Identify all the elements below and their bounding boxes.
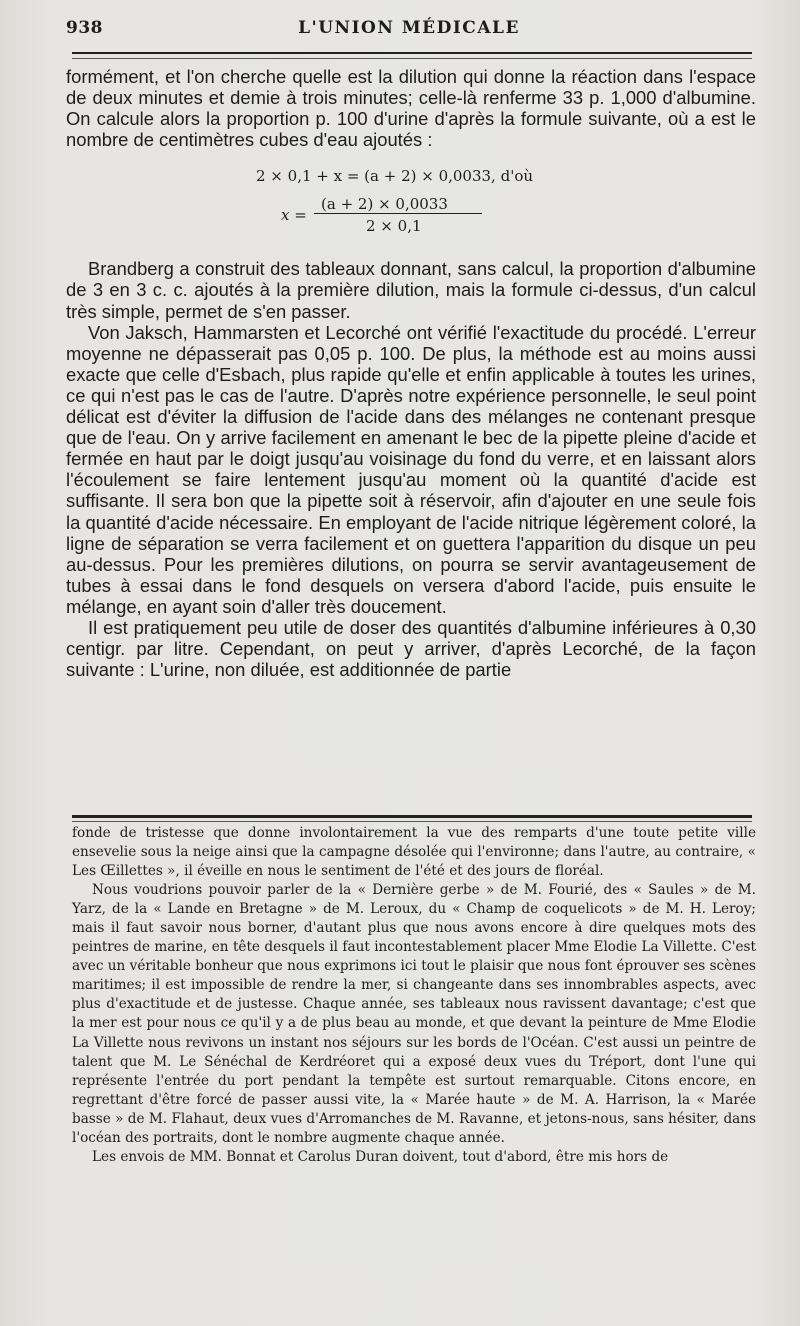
header-rule bbox=[72, 52, 752, 54]
formula-numerator: (a + 2) × 0,0033 bbox=[321, 195, 448, 214]
fraction-bar bbox=[314, 213, 482, 214]
feuilleton-paragraph-1: fonde de tristesse que donne involontairement la vue des remparts d'une toute petite ville ensevelie sous la neige ainsi que la campagne désolée qui l'environne; dans l'autre, au contraire, « Les Œillettes », il éveille en nous le sentiment de l'été et des jours de floréal. bbox=[72, 825, 756, 880]
main-text bbox=[66, 66, 756, 680]
formula-denominator: 2 × 0,1 bbox=[366, 217, 422, 236]
footnote-rule-thin bbox=[72, 821, 752, 822]
feuilleton-paragraph-3: Les envois de MM. Bonnat et Carolus Duran doivent, tout d'abord, être mis hors de bbox=[92, 1148, 669, 1165]
page-header bbox=[66, 18, 752, 44]
running-title: L'UNION MÉDICALE bbox=[298, 18, 520, 38]
feuilleton-text bbox=[72, 824, 756, 1167]
paragraph-lecorche: Il est pratiquement peu utile de doser des quantités d'albumine inférieures à 0,30 centigr. par litre. Cependant, on peut y arriver, d'après Lecorché, de la façon suivante : L'urine, non diluée, est additionnée de partie bbox=[66, 616, 756, 681]
paragraph-brandberg: Brandberg a construit des tableaux donnant, sans calcul, la proportion d'albumine de 3 en 3 c. c. ajoutés à la première dilution, mais la formule ci-dessus, d'un calcul très simple, permet de s'en passer. bbox=[66, 258, 756, 322]
page-number: 938 bbox=[66, 18, 103, 38]
feuilleton-paragraph-2: Nous voudrions pouvoir parler de la « Dernière gerbe » de M. Fourié, des « Saules » de M. Yarz, de la « Lande en Bretagne » de M. Leroux, du « Champ de coquelicots » de M. H. Leroy; mais il faut savoir nous borner, d'autant plus que nous avons encore à dire quelques mots des peintres de marine, en tête desquels il faut incontestablement placer Mme Elodie La Villette. C'est avec un véritable bonheur que nous exprimons ici tout le plaisir que nous font éprouver ses scènes maritimes; il est impossible de rendre la mer, si changeante dans ses innombrables aspects, avec plus d'exactitude et de justesse. Chaque année, ses tableaux nous ravissent davantage; c'est que la mer est pour nous ce qu'il y a de plus beau au monde, et que devant la peinture de Mme Elodie La Villette nous revivons un instant nos séjours sur les bords de l'Océan. C'est aussi un peintre de talent que M. Le Sénéchal de Kerdréoret qui a exposé deux vues du Tréport, dont l'une qui représente l'entrée du port pendant la tempête est surtout remarquable. Citons encore, en regrettant d'être forcé de passer aussi vite, la « Marée haute » de M. A. Harrison, la « Marée basse » de M. Flahaut, deux vues d'Arromanches de M. Ravanne, et jetons-nous, sans hésiter, dans l'océan des portraits, dont le nombre augmente chaque année. bbox=[72, 882, 756, 1146]
formula-lhs: x = bbox=[281, 206, 307, 225]
header-rule-thin bbox=[72, 58, 752, 59]
paragraph-von-jaksch: Von Jaksch, Hammarsten et Lecorché ont vérifié l'exactitude du procédé. L'erreur moyenne ne dépasserait pas 0,05 p. 100. De plus, la méthode est au moins aussi exacte que celle d'Esbach, plus rapide qu'elle et enfin applicable à toutes les urines, ce qui n'est pas le cas de l'autre. D'après notre expérience personnelle, le seul point délicat est d'éviter la diffusion de l'acide dans des mélanges ne contenant presque que de l'eau. On y arrive facilement en amenant le bec de la pipette pleine d'acide et fermée en haut par le doigt jusqu'au voisinage du fond du verre, et en laissant alors l'écoulement se faire lentement jusqu'au moment où la quantité d'acide est suffisante. Il sera bon que la pipette soit à réservoir, afin d'ajouter en une seule fois la quantité d'acide nécessaire. En employant de l'acide nitrique légèrement coloré, la ligne de séparation se verra facilement et on guettera l'apparition du disque un peu au-dessus. Pour les premières dilutions, on pourra se servir avantageusement de tubes à essai dans le fond desquels on versera d'abord l'acide, puis ensuite le mélange, en ayant soin d'aller très doucement. bbox=[66, 321, 756, 617]
paragraph-continued: formément, et l'on cherche quelle est la dilution qui donne la réaction dans l'espace de deux minutes et demie à trois minutes; celle-là renferme 33 p. 1,000 d'albumine. On calcule alors la proportion p. 100 d'urine d'après la formule suivante, où a est le nombre de centimètres cubes d'eau ajoutés : bbox=[66, 66, 756, 151]
formula-equation: 2 × 0,1 + x = (a + 2) × 0,0033, d'où bbox=[256, 167, 534, 186]
formula-block bbox=[66, 158, 756, 252]
footnote-rule bbox=[72, 815, 752, 818]
